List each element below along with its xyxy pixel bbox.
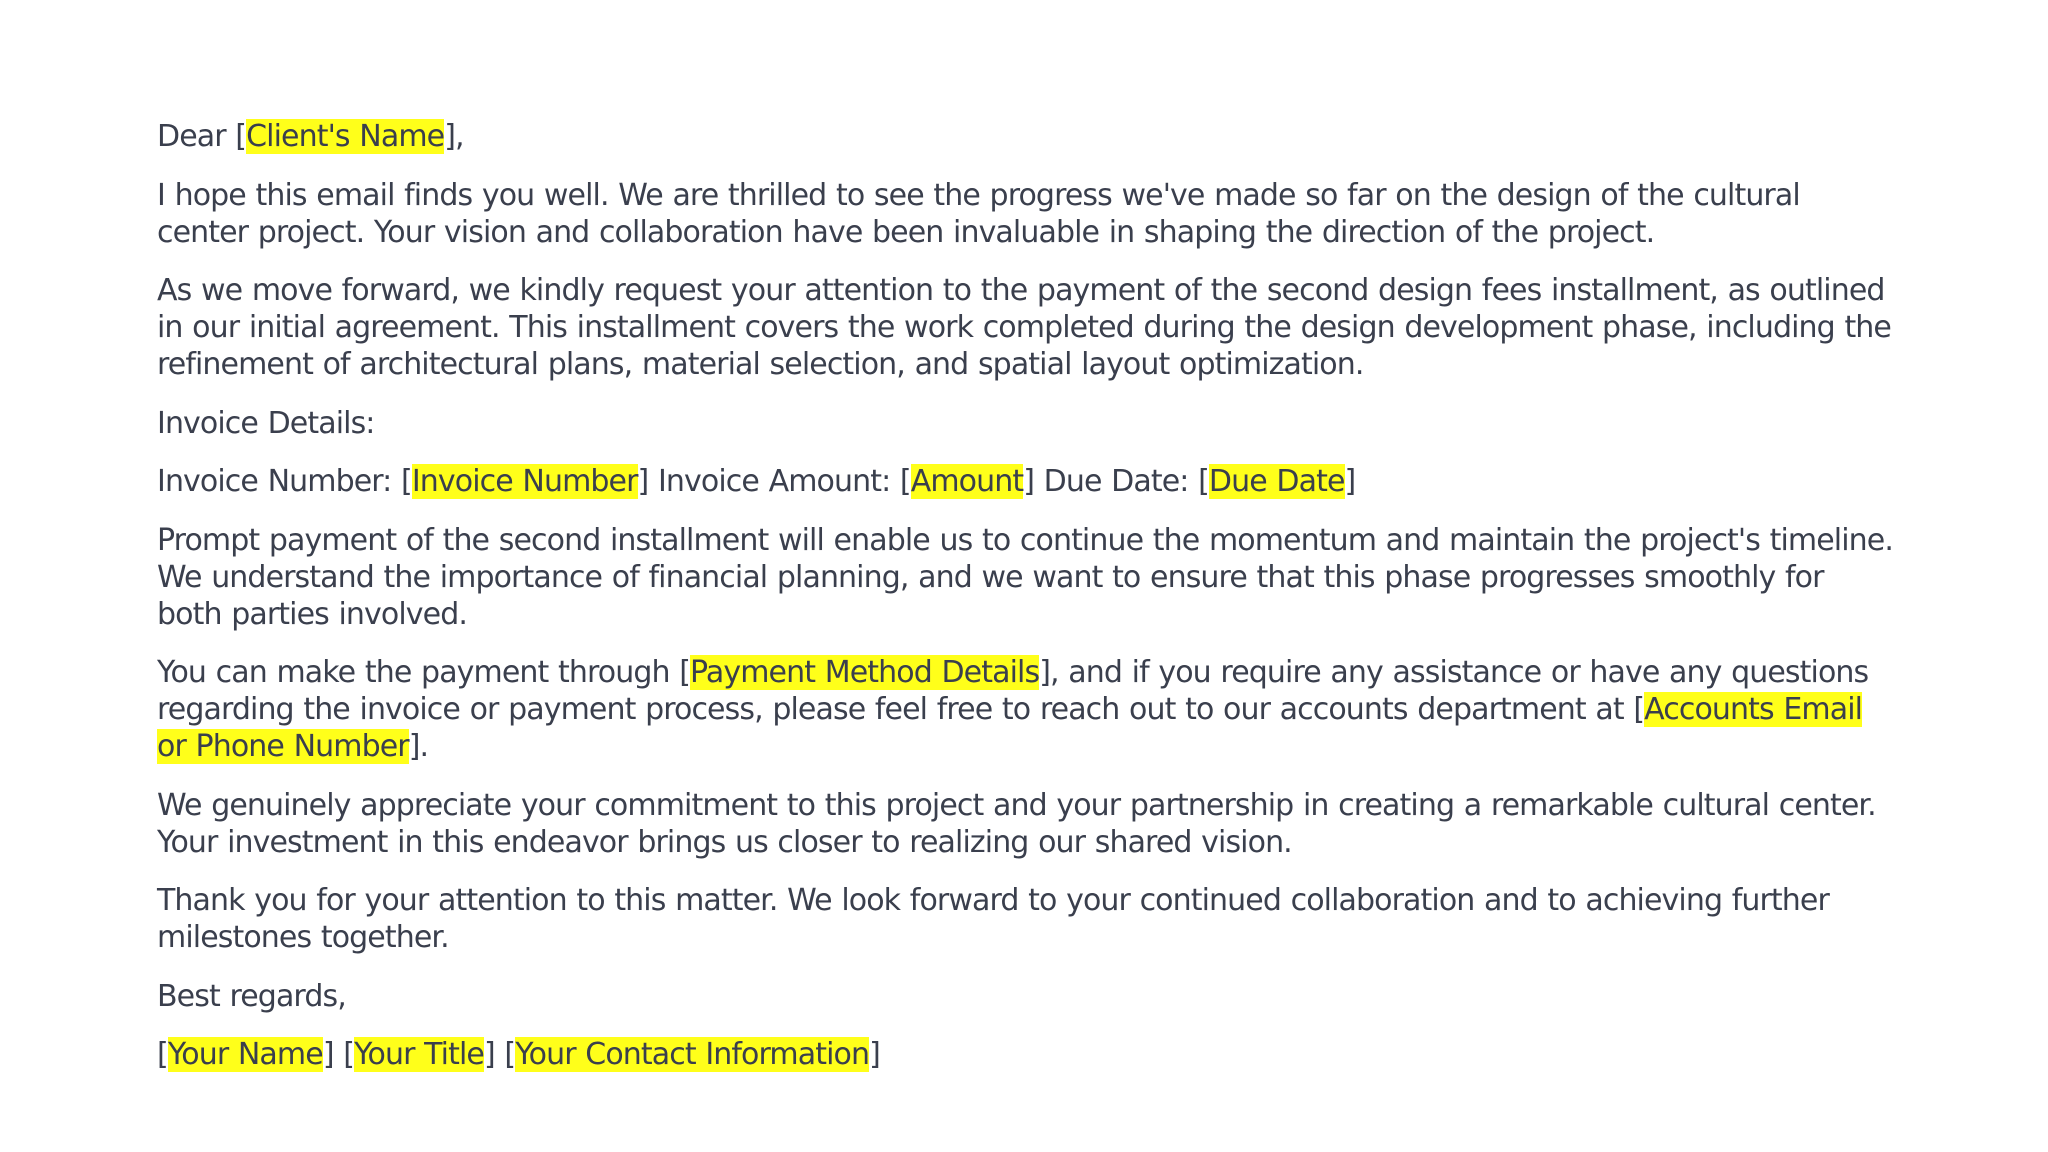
payment-text-3: ]. [408, 729, 429, 764]
placeholder-client-name: Client's Name [246, 119, 445, 154]
invoice-amount-label: ] Invoice Amount: [ [637, 464, 911, 499]
paragraph-payment-method [157, 654, 1897, 765]
signature-line [157, 1036, 1897, 1073]
payment-text-1: You can make the payment through [ [157, 655, 691, 690]
paragraph-request: As we move forward, we kindly request your attention to the payment of the second design fees installment, as outlined in our initial agreement. This installment covers the work completed during the design development phase, including the refinement of architectural plans, material selection, and spatial layout optimization. [157, 273, 1891, 382]
placeholder-due-date: Due Date [1208, 464, 1345, 499]
placeholder-amount: Amount [910, 464, 1024, 499]
greeting-prefix: Dear [ [157, 119, 247, 154]
placeholder-accounts-contact: Accounts Email or Phone Number [157, 692, 1863, 764]
invoice-number-label: Invoice Number: [ [157, 464, 412, 499]
placeholder-payment-method: Payment Method Details [690, 655, 1040, 690]
paragraph-appreciation: We genuinely appreciate your commitment to this project and your partnership in creating a remarkable cultural center. Your investment in this endeavor brings us closer to realizing our shared vision. [157, 787, 1876, 860]
signature-text-4: ] [869, 1037, 880, 1072]
greeting-suffix: ], [444, 119, 464, 154]
signature-text-2: ] [ [322, 1037, 355, 1072]
invoice-line-close: ] [1344, 464, 1356, 499]
paragraph-thanks: Thank you for your attention to this matter. We look forward to your continued collaboration and to achieving further milestones together. [157, 883, 1829, 955]
signature-text-1: [ [157, 1037, 168, 1072]
placeholder-contact-information: Your Contact Information [515, 1037, 870, 1072]
paragraph-intro: I hope this email finds you well. We are thrilled to see the progress we've made so far on the design of the cultural center project. Your vision and collaboration have been invaluable in shaping the direction of the project. [157, 177, 1800, 250]
greeting [157, 118, 1897, 155]
signature-text-3: ] [ [483, 1037, 516, 1072]
invoice-details-line [157, 463, 1897, 500]
invoice-heading: Invoice Details: [157, 405, 375, 441]
closing: Best regards, [157, 978, 346, 1014]
placeholder-your-title: Your Title [354, 1037, 484, 1072]
paragraph-prompt-payment: Prompt payment of the second installment will enable us to continue the momentum and maintain the project's timeline. We understand the importance of financial planning, and we want to ensure that this phase progresses smoothly for both parties involved. [157, 522, 1893, 632]
placeholder-invoice-number: Invoice Number [411, 464, 638, 499]
due-date-label: ] Due Date: [ [1023, 464, 1209, 499]
placeholder-your-name: Your Name [167, 1037, 323, 1072]
payment-text-2: ], and if you require any assistance or have any questions regarding the invoice or payment process, please feel free to reach out to our accounts department at [ [157, 655, 1869, 727]
email-letter [157, 118, 1897, 1095]
